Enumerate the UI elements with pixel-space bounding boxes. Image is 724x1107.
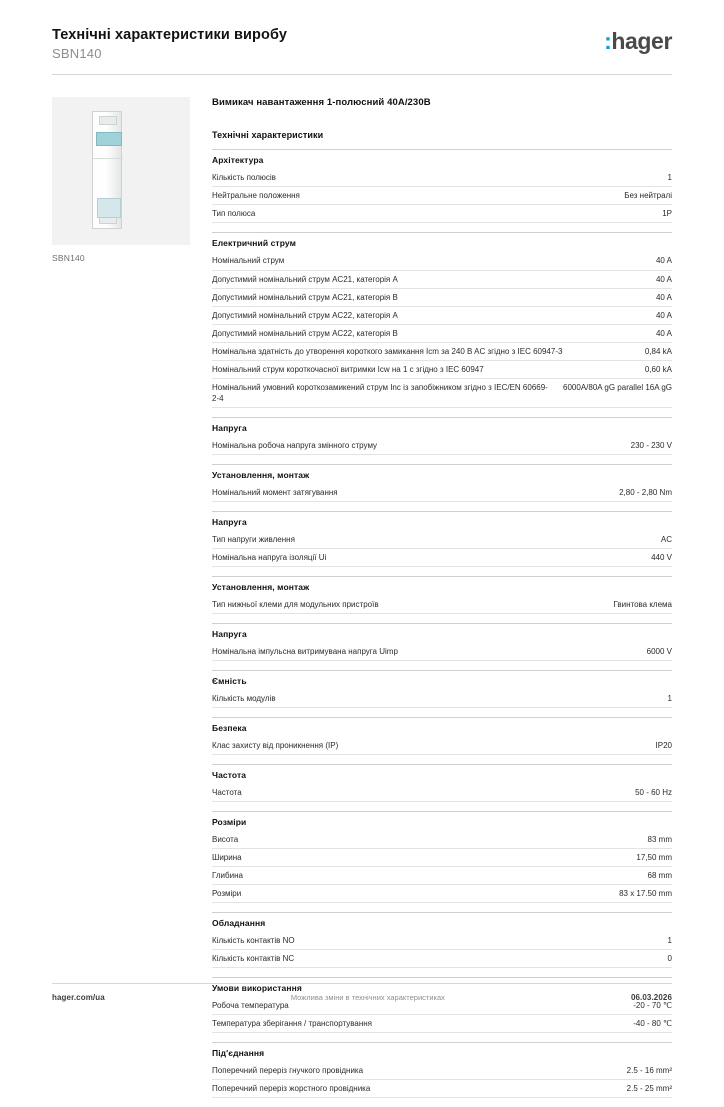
spec-label: Кількість модулів (212, 693, 276, 703)
document-header (52, 0, 672, 75)
spec-value: 0,84 kA (644, 346, 672, 356)
spec-label: Висота (212, 835, 239, 845)
page-subtitle: SBN140 (52, 46, 102, 62)
spec-label: Номінальний умовний короткозамикений струм Inc із запобіжником згідно з IEC/EN 60669-2-4 (212, 382, 548, 403)
table-row (212, 643, 672, 661)
spec-group (212, 232, 672, 407)
header-titles (52, 26, 287, 62)
spec-label: Кількість контактів NO (212, 936, 295, 946)
spec-label: Робоча температура (212, 1001, 289, 1011)
spec-value: 40 A (655, 328, 672, 338)
table-row (212, 932, 672, 950)
spec-label: Кількість полюсів (212, 173, 276, 183)
document-body (52, 75, 672, 1107)
table-row (212, 531, 672, 549)
table-row (212, 690, 672, 708)
spec-value: 0,60 kA (644, 364, 672, 374)
circuit-breaker-illustration (92, 111, 122, 229)
spec-group-title: Обладнання (212, 912, 672, 932)
spec-group (212, 417, 672, 455)
spec-group-title: Ємність (212, 670, 672, 690)
spec-value: -20 - 70 ℃ (633, 1001, 672, 1011)
spec-value: 440 V (651, 552, 672, 562)
spec-group (212, 576, 672, 614)
table-row (212, 737, 672, 755)
spec-group (212, 511, 672, 567)
spec-label: Номінальна здатність до утворення короткого замикання Icm за 240 B AC згідно з IEC 60947-3 (212, 346, 563, 356)
spec-group (212, 623, 672, 661)
spec-group-title: Напруга (212, 511, 672, 531)
table-row (212, 169, 672, 187)
spec-value: 40 A (655, 274, 672, 284)
spec-value: 68 mm (647, 871, 672, 881)
spec-group (212, 912, 672, 968)
breaker-top-terminal (99, 116, 117, 125)
spec-label: Ширина (212, 853, 242, 863)
logo-wordmark: hager (611, 28, 672, 54)
spec-label: Глибина (212, 871, 243, 881)
table-row (212, 867, 672, 885)
spec-value: IP20 (655, 740, 672, 750)
table-row (212, 549, 672, 567)
table-row (212, 343, 672, 361)
spec-group-title: Електричний струм (212, 232, 672, 252)
spec-group (212, 811, 672, 903)
breaker-seam-line (93, 158, 123, 159)
table-row (212, 1080, 672, 1098)
spec-label: Температура зберігання / транспортування (212, 1019, 373, 1029)
spec-group-title: Установлення, монтаж (212, 576, 672, 596)
spec-value: 40 A (655, 292, 672, 302)
spec-value: 6000 V (646, 646, 672, 656)
product-image-caption: SBN140 (52, 253, 85, 264)
spec-group (212, 464, 672, 502)
table-row (212, 289, 672, 307)
section-title: Технічні характеристики (212, 130, 324, 141)
spec-value: 1 (667, 936, 672, 946)
spec-group (212, 670, 672, 708)
spec-group (212, 1042, 672, 1098)
logo-colon-mark: : (604, 28, 612, 54)
spec-value: 2.5 - 16 mm² (626, 1066, 672, 1076)
spec-value: 6000A/80A gG parallel 16A gG (563, 382, 672, 392)
spec-label: Клас захисту від проникнення (IP) (212, 740, 339, 750)
spec-label: Кількість контактів NC (212, 954, 295, 964)
table-row (212, 271, 672, 289)
specifications-table (212, 149, 672, 1098)
spec-label: Тип полюса (212, 209, 256, 219)
spec-value: 1 (667, 173, 672, 183)
footer-website[interactable]: hager.com/ua (52, 993, 105, 1002)
spec-group-title: Розміри (212, 811, 672, 831)
spec-group-title: Частота (212, 764, 672, 784)
spec-label: Номінальна напруга ізоляції Ui (212, 552, 327, 562)
spec-label: Нейтральне положення (212, 191, 300, 201)
spec-label: Тип нижньої клеми для модульних пристроїв (212, 599, 379, 609)
spec-label: Допустимий номінальний струм AC22, категорія B (212, 328, 398, 338)
spec-value: 83 mm (647, 835, 672, 845)
spec-group-title: Архітектура (212, 149, 672, 169)
spec-value: 40 A (655, 310, 672, 320)
spec-group (212, 717, 672, 755)
spec-label: Номінальний струм (212, 256, 285, 266)
table-row (212, 1062, 672, 1080)
table-row (212, 187, 672, 205)
spec-label: Номінальний струм короткочасної витримки Icw на 1 с згідно з IEC 60947 (212, 364, 484, 374)
product-name: Вимикач навантаження 1-полюсний 40А/230В (212, 97, 431, 109)
spec-label: Номінальна імпульсна витримувана напруга Uimp (212, 646, 398, 656)
spec-value: 50 - 60 Hz (635, 788, 672, 797)
table-row (212, 784, 672, 802)
spec-label: Поперечний переріз гнучкого провідника (212, 1066, 364, 1076)
table-row (212, 437, 672, 455)
spec-value: 1P (662, 209, 672, 219)
spec-label: Допустимий номінальний струм AC22, категорія A (212, 310, 398, 320)
spec-value: Без нейтралі (624, 191, 672, 201)
spec-value: 2,80 - 2,80 Nm (619, 487, 672, 497)
spec-label: Тип напруги живлення (212, 534, 295, 544)
table-row (212, 484, 672, 502)
spec-label: Частота (212, 788, 242, 797)
spec-group-title: Установлення, монтаж (212, 464, 672, 484)
product-image (52, 97, 190, 245)
spec-value: 230 - 230 V (630, 440, 672, 450)
spec-label: Номінальна робоча напруга змінного струму (212, 440, 378, 450)
table-row (212, 1015, 672, 1033)
table-row (212, 307, 672, 325)
table-row (212, 831, 672, 849)
specifications-column (204, 97, 672, 1107)
page-title: Технічні характеристики виробу (52, 27, 287, 43)
spec-value: Гвинтова клема (613, 599, 672, 609)
footer-date: 06.03.2026 (630, 993, 672, 1002)
spec-group-title: Під'єднання (212, 1042, 672, 1062)
table-row (212, 252, 672, 270)
table-row (212, 379, 672, 408)
breaker-bottom-terminal (99, 215, 117, 224)
spec-value: 40 A (655, 256, 672, 266)
spec-value: 1 (667, 693, 672, 703)
footer-note: Можлива зміни в технічних характеристиках (290, 993, 445, 1002)
spec-value: AC (660, 534, 672, 544)
table-row (212, 325, 672, 343)
spec-label: Допустимий номінальний струм AC21, категорія A (212, 274, 398, 284)
document-footer (52, 983, 672, 1002)
spec-label: Номінальний момент затягування (212, 487, 338, 497)
spec-group-title: Напруга (212, 417, 672, 437)
table-row (212, 950, 672, 968)
table-row (212, 596, 672, 614)
spec-value: 17,50 mm (636, 853, 672, 863)
table-row (212, 361, 672, 379)
spec-group (212, 764, 672, 802)
table-row (212, 849, 672, 867)
spec-value: 2.5 - 25 mm² (626, 1084, 672, 1094)
hager-logo (604, 26, 672, 55)
spec-group-title: Напруга (212, 623, 672, 643)
spec-value: 0 (667, 954, 672, 964)
spec-value: -40 - 80 ℃ (633, 1019, 672, 1029)
spec-label: Розміри (212, 889, 242, 899)
spec-group-title: Безпека (212, 717, 672, 737)
spec-group-title: Умови використання (212, 977, 672, 997)
table-row (212, 205, 672, 223)
spec-label: Допустимий номінальний струм AC21, категорія B (212, 292, 398, 302)
spec-group (212, 149, 672, 223)
table-row (212, 885, 672, 903)
product-image-column (52, 97, 204, 1107)
spec-value: 83 x 17.50 mm (619, 889, 672, 899)
spec-label: Поперечний переріз жорстного провідника (212, 1084, 371, 1094)
